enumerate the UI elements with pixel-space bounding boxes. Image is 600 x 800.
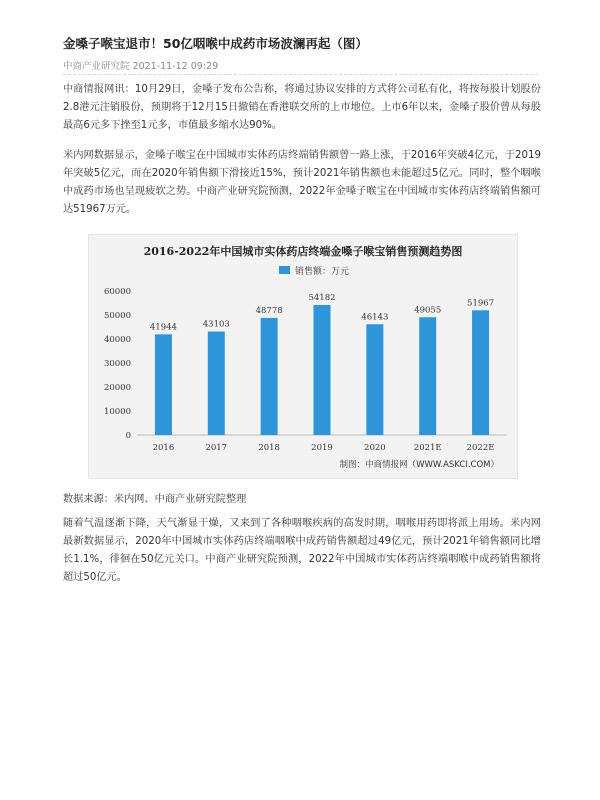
data-source-note: 数据来源：米内网、中商产业研究院整理 — [63, 494, 247, 505]
y-tick-label: 30000 — [103, 359, 131, 369]
y-tick-label: 20000 — [103, 383, 131, 393]
y-tick-label: 10000 — [103, 407, 131, 417]
bar-value-label: 41944 — [149, 322, 177, 333]
bar-value-label: 46143 — [361, 312, 389, 323]
bar-value-label: 51967 — [467, 298, 495, 309]
bar-2019 — [314, 305, 331, 435]
bar-2017 — [208, 332, 225, 435]
paragraph-3: 随着气温逐渐下降，天气渐显干燥，又来到了各种咽喉疾病的高发时期，咽喉用药即将派上用场。米内网最新数据显示，2020年中国城市实体药店终端咽喉中成药销售额超过49亿元，预计2021年销售额同比增长1.1%，徘徊在50亿元关口。中商产业研究院预测，2022年中国城市实体药店终端咽喉中成药销售额将超过50亿元。 — [63, 518, 541, 583]
bar-2016 — [155, 334, 172, 435]
x-tick-label: 2020 — [364, 443, 386, 453]
bar-value-label: 54182 — [308, 292, 336, 303]
bar-2020 — [366, 324, 383, 435]
x-tick-label: 2021E — [413, 443, 442, 453]
bar-value-label: 43103 — [202, 319, 230, 330]
y-tick-label: 0 — [125, 431, 131, 441]
bar-value-label: 48778 — [255, 305, 283, 316]
x-tick-label: 2017 — [205, 443, 228, 453]
title-divider — [63, 74, 538, 75]
bar-2022E — [472, 310, 489, 435]
sales-bar-chart — [88, 234, 518, 479]
x-tick-label: 2016 — [152, 443, 175, 453]
y-tick-label: 50000 — [103, 311, 131, 321]
x-tick-label: 2022E — [466, 443, 495, 453]
bars — [150, 293, 495, 453]
legend-swatch — [279, 266, 290, 274]
x-tick-label: 2018 — [258, 443, 280, 453]
paragraph-2: 米内网数据显示，金嗓子喉宝在中国城市实体药店终端销售额曾一路上涨，于2016年突破4亿元，于2019年突破5亿元，而在2020年销售额下滑接近15%，预计2021年销售额也未能超过5亿元。同时，整个咽喉中成药市场也呈现疲软之势。中商产业研究院预测，2022年金嗓子喉宝在中国城市实体药店终端销售额可达51967万元。 — [63, 150, 541, 215]
bar-2021E — [419, 317, 436, 435]
y-tick-label: 60000 — [103, 287, 131, 297]
legend-label: 销售额：万元 — [295, 267, 350, 277]
x-tick-label: 2019 — [311, 443, 333, 453]
chart-title: 2016-2022年中国城市实体药店终端金嗓子喉宝销售预测趋势图 — [143, 245, 463, 258]
article-title: 金嗓子喉宝退市！50亿咽喉中成药市场波澜再起（图） — [63, 36, 368, 51]
chart-credit: 制图：中商情报网（WWW.ASKCI.COM） — [339, 460, 499, 470]
paragraph-1: 中商情报网讯：10月29日，金嗓子发布公告称，将通过协议安排的方式将公司私有化，将按每股计划股份2.8港元注销股份，预期将于12月15日撤销在香港联交所的上市地位。上市6年以来，金嗓子股价曾从每股最高6元多下挫至1元多，市值最多缩水达90%。 — [63, 84, 541, 131]
y-tick-label: 40000 — [103, 335, 131, 345]
chart-svg — [89, 235, 517, 478]
bar-2018 — [261, 318, 278, 435]
bar-value-label: 49055 — [414, 305, 442, 316]
article-meta: 中商产业研究院 2021-11-12 09:29 — [63, 61, 219, 72]
